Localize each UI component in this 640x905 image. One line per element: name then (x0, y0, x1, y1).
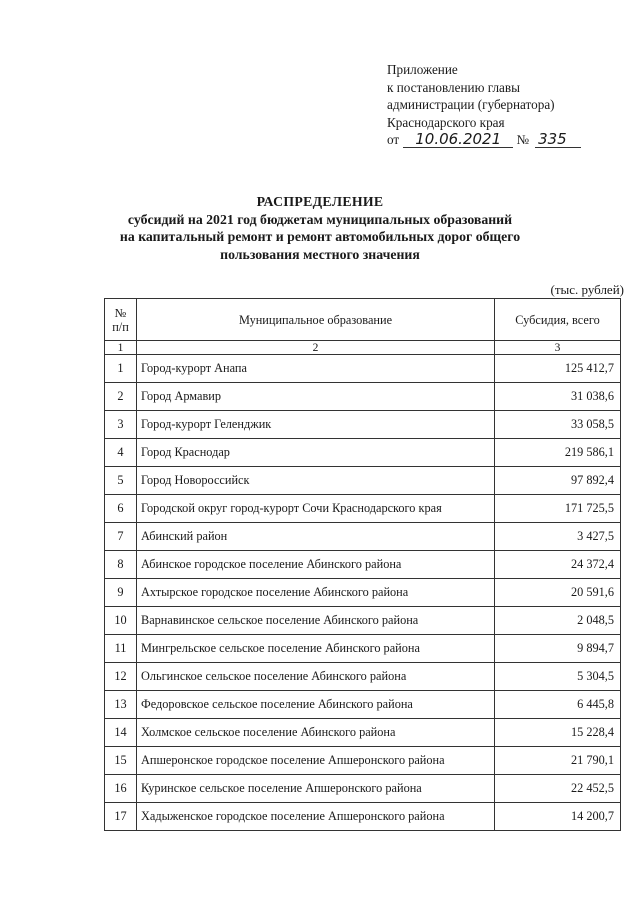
date-prefix: от (387, 132, 400, 147)
table-row (105, 579, 621, 607)
municipality-name: Хадыженское городское поселение Апшеронского района (137, 803, 495, 831)
handwritten-date: 10.06.2021 (403, 132, 513, 148)
municipality-name: Куринское сельское поселение Апшеронского района (137, 775, 495, 803)
header-number: № п/п (105, 299, 137, 341)
row-number: 2 (105, 383, 137, 411)
municipality-name: Город Краснодар (137, 439, 495, 467)
header-date-line (387, 131, 581, 149)
column-number-1: 1 (105, 341, 137, 355)
subsidy-amount: 14 200,7 (495, 803, 621, 831)
table-row (105, 411, 621, 439)
table-row (105, 495, 621, 523)
row-number: 5 (105, 467, 137, 495)
row-number: 13 (105, 691, 137, 719)
table-row (105, 719, 621, 747)
row-number: 9 (105, 579, 137, 607)
row-number: 8 (105, 551, 137, 579)
row-number: 1 (105, 355, 137, 383)
row-number: 7 (105, 523, 137, 551)
subsidy-amount: 31 038,6 (495, 383, 621, 411)
row-number: 17 (105, 803, 137, 831)
row-number: 12 (105, 663, 137, 691)
table-row (105, 551, 621, 579)
subsidy-amount: 6 445,8 (495, 691, 621, 719)
table-row (105, 523, 621, 551)
municipality-name: Ольгинское сельское поселение Абинского района (137, 663, 495, 691)
table-row (105, 607, 621, 635)
appendix-header (387, 61, 581, 149)
document-title (0, 193, 640, 263)
title-line-2: субсидий на 2021 год бюджетам муниципальных образований (127, 211, 513, 227)
subsidy-amount: 219 586,1 (495, 439, 621, 467)
row-number: 16 (105, 775, 137, 803)
row-number: 15 (105, 747, 137, 775)
table-row (105, 383, 621, 411)
municipality-name: Городской округ город-курорт Сочи Краснодарского края (137, 495, 495, 523)
title-line-3: на капитальный ремонт и ремонт автомобильных дорог общего (119, 229, 521, 244)
table-row (105, 803, 621, 831)
row-number: 4 (105, 439, 137, 467)
units-label: (тыс. рублей) (550, 282, 624, 297)
header-line-resolution: к постановлению главы (387, 79, 520, 95)
table-row (105, 635, 621, 663)
subsidy-amount: 5 304,5 (495, 663, 621, 691)
subsidy-amount: 15 228,4 (495, 719, 621, 747)
subsidy-amount: 21 790,1 (495, 747, 621, 775)
municipality-name: Абинское городское поселение Абинского района (137, 551, 495, 579)
header-municipality: Муниципальное образование (137, 299, 495, 341)
municipality-name: Варнавинское сельское поселение Абинского района (137, 607, 495, 635)
municipality-name: Холмское сельское поселение Абинского района (137, 719, 495, 747)
subsidy-amount: 22 452,5 (495, 775, 621, 803)
header-subsidy: Субсидия, всего (495, 299, 621, 341)
municipality-name: Город Новороссийск (137, 467, 495, 495)
table-row (105, 467, 621, 495)
subsidy-amount: 125 412,7 (495, 355, 621, 383)
header-line-administration: администрации (губернатора) (387, 97, 555, 112)
subsidy-amount: 3 427,5 (495, 523, 621, 551)
municipality-name: Мингрельское сельское поселение Абинского района (137, 635, 495, 663)
table-row (105, 355, 621, 383)
table-row (105, 775, 621, 803)
title-line-4: пользования местного значения (220, 246, 420, 262)
table-header-row (105, 299, 621, 341)
municipality-name: Город-курорт Геленджик (137, 411, 495, 439)
subsidy-amount: 97 892,4 (495, 467, 621, 495)
row-number: 14 (105, 719, 137, 747)
subsidy-amount: 33 058,5 (495, 411, 621, 439)
table-row (105, 663, 621, 691)
municipality-name: Абинский район (137, 523, 495, 551)
row-number: 3 (105, 411, 137, 439)
column-number-3: 3 (495, 341, 621, 355)
municipality-name: Город-курорт Анапа (137, 355, 495, 383)
column-number-2: 2 (137, 341, 495, 355)
subsidy-amount: 9 894,7 (495, 635, 621, 663)
municipality-name: Город Армавир (137, 383, 495, 411)
title-line-1: РАСПРЕДЕЛЕНИЕ (256, 194, 384, 209)
subsidy-amount: 171 725,5 (495, 495, 621, 523)
municipality-name: Апшеронское городское поселение Апшеронского района (137, 747, 495, 775)
subsidy-amount: 20 591,6 (495, 579, 621, 607)
municipality-name: Федоровское сельское поселение Абинского района (137, 691, 495, 719)
column-number-row (105, 341, 621, 355)
row-number: 6 (105, 495, 137, 523)
header-line-appendix: Приложение (387, 62, 458, 77)
handwritten-number: 335 (535, 132, 581, 148)
subsidy-amount: 24 372,4 (495, 551, 621, 579)
municipality-name: Ахтырское городское поселение Абинского района (137, 579, 495, 607)
row-number: 10 (105, 607, 137, 635)
table-row (105, 691, 621, 719)
row-number: 11 (105, 635, 137, 663)
number-prefix: № (516, 132, 530, 147)
subsidy-amount: 2 048,5 (495, 607, 621, 635)
subsidy-table (104, 298, 621, 831)
header-line-region: Краснодарского края (387, 114, 505, 130)
table-row (105, 747, 621, 775)
table-row (105, 439, 621, 467)
